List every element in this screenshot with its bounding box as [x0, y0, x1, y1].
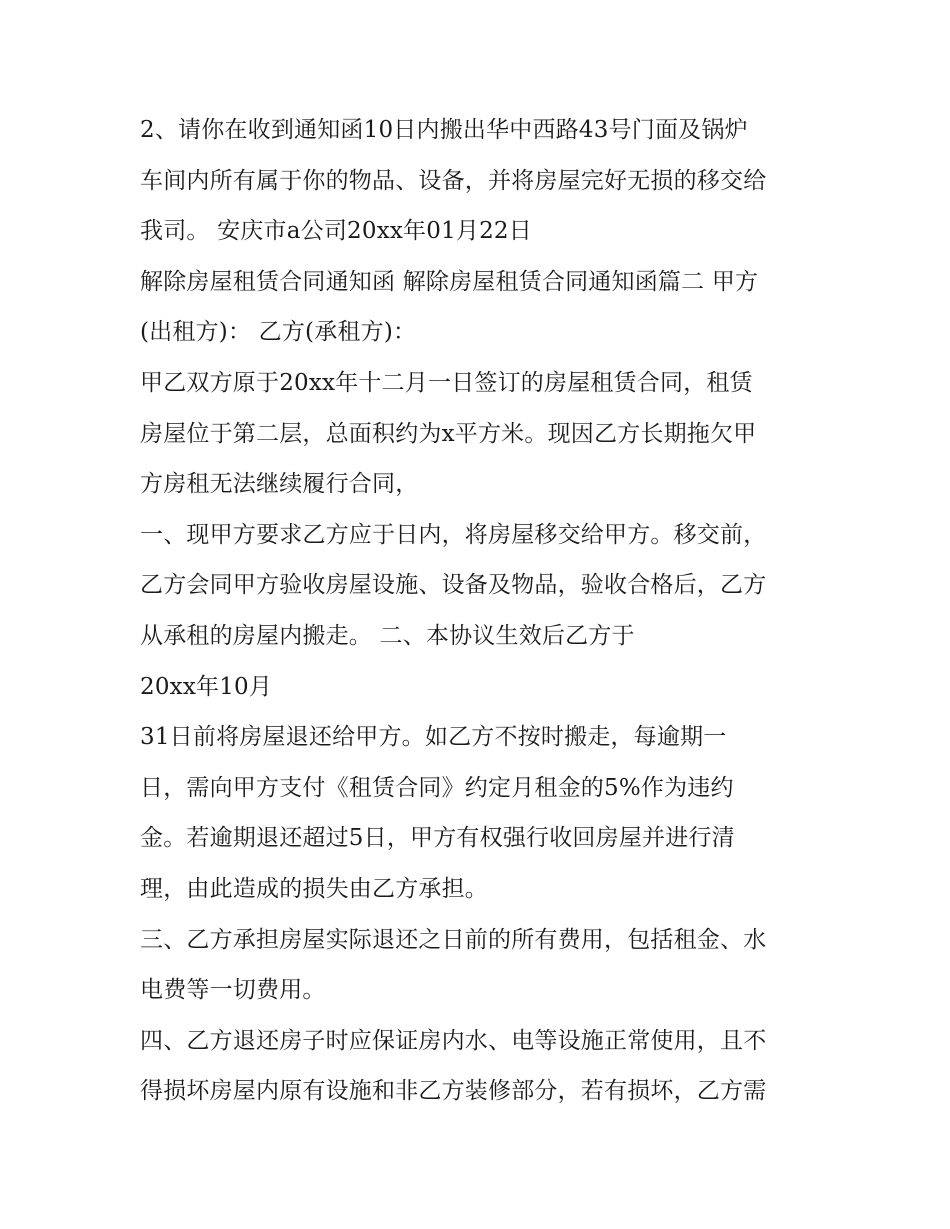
text-line: 得损坏房屋内原有设施和非乙方装修部分，若有损坏，乙方需 [140, 1078, 767, 1104]
text-line: 三、乙方承担房屋实际退还之日前的所有费用，包括租金、水 [140, 927, 767, 953]
text-line: 金。若逾期退还超过5日，甲方有权强行收回房屋并进行清 [140, 825, 735, 851]
text-line: (出租方)： 乙方(承租方)： [140, 319, 417, 345]
text-line: 解除房屋租赁合同通知函 解除房屋租赁合同通知函篇二 甲方 [140, 269, 759, 295]
text-line: 甲乙双方原于20xx年十二月一日签订的房屋租赁合同，租赁 [140, 370, 753, 396]
text-line: 理，由此造成的损失由乙方承担。 [140, 876, 488, 902]
text-line: 20xx年10月 [140, 674, 273, 700]
text-line: 2、请你在收到通知函10日内搬出华中西路43号门面及锅炉 [140, 117, 748, 143]
text-line: 四、乙方退还房子时应保证房内水、电等设施正常使用，且不 [140, 1028, 767, 1054]
text-line: 电费等一切费用。 [140, 977, 326, 1003]
text-line: 车间内所有属于你的物品、设备，并将房屋完好无损的移交给 [140, 168, 767, 194]
text-line: 房屋位于第二层，总面积约为x平方米。现因乙方长期拖欠甲 [140, 421, 757, 447]
text-line: 乙方会同甲方验收房屋设施、设备及物品，验收合格后，乙方 [140, 572, 767, 598]
text-line: 日，需向甲方支付《租赁合同》约定月租金的5%作为违约 [140, 775, 734, 801]
text-line: 从承租的房屋内搬走。 二、本协议生效后乙方于 [140, 623, 635, 649]
text-line: 方房租无法继续履行合同， [140, 471, 419, 497]
text-line: 31日前将房屋退还给甲方。如乙方不按时搬走，每逾期一 [140, 724, 727, 750]
text-line: 我司。 安庆市a公司20xx年01月22日 [140, 218, 532, 244]
text-line: 一、现甲方要求乙方应于日内，将房屋移交给甲方。移交前， [140, 522, 767, 548]
